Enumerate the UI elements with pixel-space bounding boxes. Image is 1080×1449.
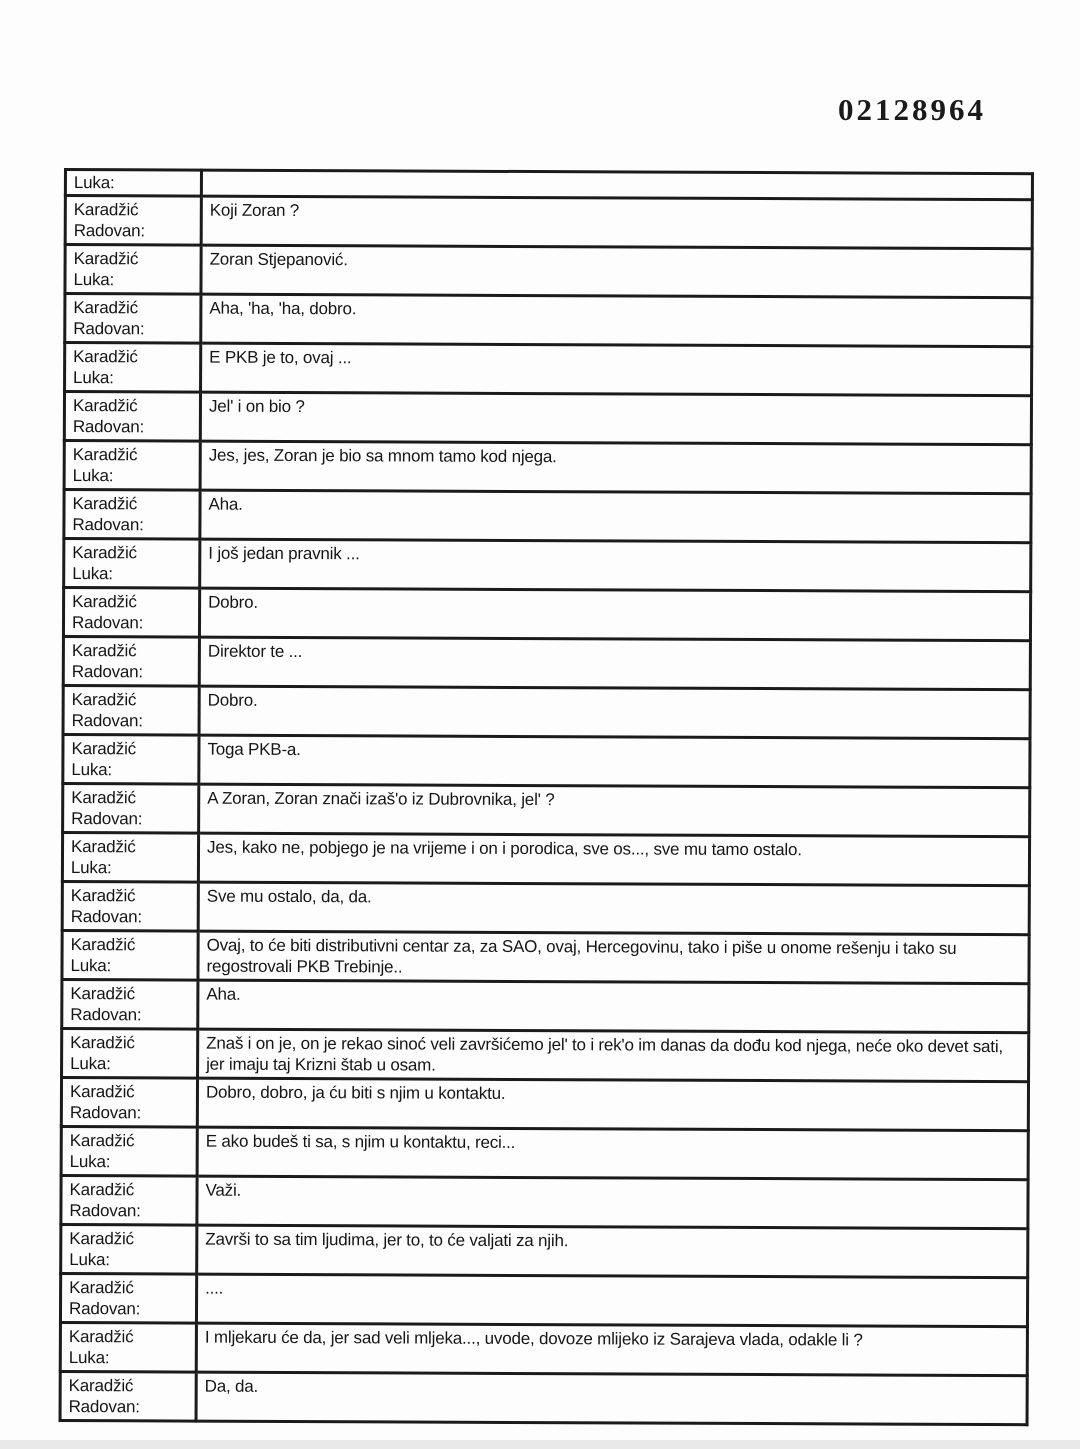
utterance-text: Ovaj, to će biti distributivni centar za, za SAO, ovaj, Hercegovinu, tako i piše u onome rešenju i tako su regostrovali PKB Trebinje.. — [206, 935, 957, 977]
utterance-cell — [196, 1274, 1027, 1327]
speaker-firstname: Radovan: — [69, 1201, 141, 1221]
speaker-cell — [61, 1175, 197, 1225]
speaker-firstname: Radovan: — [72, 417, 145, 437]
speaker-cell — [63, 588, 199, 638]
speaker-cell — [64, 441, 200, 491]
utterance-text: Koji Zoran ? — [209, 200, 300, 221]
utterance-text: Važi. — [205, 1180, 242, 1200]
speaker-cell — [62, 833, 198, 883]
transcript-row — [62, 930, 1029, 983]
utterance-text: Jes, jes, Zoran je bio sa mnom tamo kod njega. — [208, 445, 557, 467]
transcript-row — [63, 784, 1030, 837]
speaker-firstname: Luka: — [69, 1152, 111, 1172]
speaker-cell — [65, 294, 201, 344]
utterance-text: Jel' i on bio ? — [208, 396, 305, 417]
speaker-firstname: Luka: — [72, 564, 113, 584]
utterance-text: Direktor te ... — [207, 641, 303, 662]
speaker-surname: Karadžić — [72, 592, 137, 612]
speaker-firstname: Luka: — [70, 1054, 111, 1074]
speaker-cell — [60, 1322, 196, 1372]
speaker-surname: Karadžić — [70, 984, 135, 1004]
utterance-text: Završi to sa tim ljudima, jer to, to će valjati za njih. — [205, 1229, 569, 1251]
speaker-surname: Karadžić — [69, 1278, 134, 1298]
transcript-row — [60, 1371, 1027, 1424]
speaker-firstname: Luka: — [73, 368, 114, 388]
utterance-cell — [198, 931, 1029, 984]
transcript-row — [62, 1028, 1029, 1081]
transcript-table — [59, 168, 1034, 1426]
speaker-cell — [61, 1126, 197, 1176]
speaker-surname: Karadžić — [72, 494, 138, 514]
speaker-surname: Karadžić — [70, 837, 136, 857]
speaker-firstname: Radovan: — [71, 711, 143, 731]
transcript-row — [62, 881, 1029, 934]
utterance-text: Zoran Stjepanović. — [209, 249, 348, 270]
utterance-text: Jes, kako ne, pobjego je na vrijeme i on i porodica, sve os..., sve mu tamo ostalo. — [206, 837, 802, 860]
speaker-surname: Karadžić — [68, 1327, 134, 1347]
speaker-cell — [60, 1371, 196, 1421]
speaker-firstname: Luka: — [72, 466, 114, 486]
speaker-surname: Karadžić — [68, 1376, 134, 1396]
speaker-firstname: Radovan: — [73, 319, 145, 339]
speaker-cell — [64, 490, 200, 540]
transcript-row — [61, 1126, 1028, 1179]
utterance-cell — [198, 980, 1029, 1033]
speaker-cell — [63, 735, 199, 785]
transcript-row — [65, 343, 1032, 396]
transcript-row — [63, 588, 1030, 641]
speaker-cell — [61, 1077, 197, 1127]
transcript-row — [65, 245, 1032, 298]
utterance-text: Znaš i on je, on je rekao sinoć veli završićemo jel' to i rek'o im danas da dođu kod njega, neće oko devet sati, jer imaju taj Krizni štab u osam. — [206, 1033, 1003, 1075]
speaker-cell — [64, 539, 200, 589]
utterance-cell — [198, 833, 1029, 886]
speaker-surname: Karadžić — [69, 1082, 135, 1102]
speaker-firstname: Radovan: — [70, 907, 142, 927]
utterance-cell — [197, 1127, 1028, 1180]
speaker-surname: Karadžić — [70, 886, 136, 906]
speaker-firstname: Radovan: — [68, 1397, 140, 1417]
transcript-row — [64, 441, 1031, 494]
speaker-firstname: Radovan: — [72, 515, 144, 535]
speaker-surname: Karadžić — [69, 1180, 135, 1200]
speaker-cell — [65, 245, 201, 295]
speaker-name: Luka: — [73, 173, 115, 193]
utterance-text: E PKB je to, ovaj ... — [209, 347, 352, 368]
transcript-row — [61, 1077, 1028, 1130]
utterance-cell — [199, 686, 1030, 739]
speaker-cell — [62, 930, 198, 980]
utterance-text: A Zoran, Zoran znači izaš'o iz Dubrovnika, jel' ? — [207, 788, 555, 810]
speaker-surname: Karadžić — [73, 298, 138, 318]
scan-bottom-edge — [0, 1440, 1080, 1449]
transcript-row — [65, 196, 1032, 249]
speaker-firstname: Radovan: — [70, 1005, 142, 1025]
utterance-cell — [201, 245, 1032, 298]
utterance-cell — [200, 392, 1031, 445]
speaker-surname: Karadžić — [72, 396, 138, 416]
speaker-surname: Karadžić — [69, 1131, 135, 1151]
speaker-firstname: Luka: — [70, 858, 112, 878]
speaker-cell — [62, 1028, 198, 1078]
utterance-cell — [198, 1029, 1029, 1082]
speaker-firstname: Radovan: — [71, 662, 144, 682]
utterance-cell — [201, 294, 1032, 347]
transcript-row — [60, 1273, 1027, 1326]
transcript-row — [64, 392, 1031, 445]
utterance-text: Sve mu ostalo, da, da. — [206, 886, 372, 907]
speaker-surname: Karadžić — [73, 347, 138, 367]
speaker-cell — [63, 784, 199, 834]
speaker-cell — [63, 637, 199, 687]
transcript-row — [63, 686, 1030, 739]
speaker-firstname: Radovan: — [71, 613, 144, 633]
utterance-text: Da, da. — [204, 1376, 259, 1396]
transcript-row — [62, 979, 1029, 1032]
utterance-cell — [199, 784, 1030, 837]
utterance-cell — [196, 1323, 1027, 1376]
speaker-cell — [62, 881, 198, 931]
speaker-firstname: Luka: — [68, 1348, 110, 1368]
utterance-cell — [197, 1078, 1028, 1131]
utterance-cell — [199, 735, 1030, 788]
transcript-row — [61, 1175, 1028, 1228]
transcript-row — [62, 833, 1029, 886]
utterance-text: Toga PKB-a. — [207, 739, 301, 760]
utterance-text: Dobro, dobro, ja ću biti s njim u kontaktu. — [205, 1082, 506, 1103]
utterance-text: Dobro. — [207, 690, 258, 710]
speaker-firstname: Luka: — [73, 270, 115, 290]
speaker-firstname: Luka: — [71, 760, 113, 780]
speaker-firstname: Radovan: — [71, 809, 143, 829]
utterance-text: .... — [205, 1278, 224, 1298]
speaker-cell — [65, 343, 201, 393]
speaker-surname: Karadžić — [73, 249, 139, 269]
transcript-row — [65, 294, 1032, 347]
speaker-surname: Karadžić — [72, 445, 138, 465]
utterance-cell — [198, 882, 1029, 935]
utterance-cell — [199, 637, 1030, 690]
transcript-body — [60, 170, 1032, 1425]
speaker-firstname: Luka: — [70, 956, 112, 976]
speaker-cell — [64, 392, 200, 442]
speaker-surname: Karadžić — [70, 935, 136, 955]
speaker-cell — [65, 170, 201, 197]
document-number: 02128964 — [838, 92, 986, 127]
utterance-text: Aha. — [206, 984, 241, 1004]
speaker-firstname: Luka: — [69, 1250, 110, 1270]
speaker-surname: Karadžić — [71, 641, 137, 661]
utterance-text: I još jedan pravnik ... — [208, 543, 360, 564]
transcript-row — [63, 637, 1030, 690]
utterance-cell — [200, 490, 1031, 543]
speaker-firstname: Radovan: — [73, 221, 145, 241]
transcript-row — [61, 1224, 1028, 1277]
speaker-surname: Karadžić — [71, 788, 136, 808]
speaker-surname: Karadžić — [72, 543, 137, 563]
utterance-cell — [201, 196, 1032, 249]
utterance-cell — [199, 588, 1030, 641]
utterance-cell — [201, 170, 1032, 200]
speaker-cell — [65, 196, 201, 246]
utterance-text: Dobro. — [208, 592, 258, 612]
utterance-cell — [200, 441, 1031, 494]
utterance-cell — [197, 1225, 1028, 1278]
utterance-cell — [200, 539, 1031, 592]
transcript-row — [63, 735, 1030, 788]
utterance-cell — [196, 1372, 1027, 1425]
speaker-cell — [61, 1224, 197, 1274]
speaker-cell — [62, 979, 198, 1029]
utterance-cell — [197, 1176, 1028, 1229]
utterance-text: I mljekaru će da, jer sad veli mljeka..., uvode, dovoze mlijeko iz Sarajeva vlada, odakle li ? — [204, 1327, 863, 1350]
speaker-surname: Karadžić — [70, 1033, 135, 1053]
speaker-cell — [60, 1273, 196, 1323]
speaker-firstname: Radovan: — [69, 1103, 142, 1123]
speaker-surname: Karadžić — [69, 1229, 134, 1249]
speaker-surname: Karadžić — [71, 739, 137, 759]
speaker-surname: Karadžić — [71, 690, 137, 710]
transcript-row — [64, 490, 1031, 543]
speaker-firstname: Radovan: — [68, 1299, 141, 1319]
speaker-surname: Karadžić — [73, 200, 139, 220]
utterance-text: Aha, 'ha, 'ha, dobro. — [209, 298, 357, 319]
transcript-row — [60, 1322, 1027, 1375]
transcript-row — [64, 539, 1031, 592]
utterance-text: E ako budeš ti sa, s njim u kontaktu, reci... — [205, 1131, 516, 1152]
utterance-text: Aha. — [208, 494, 243, 514]
utterance-cell — [201, 343, 1032, 396]
speaker-cell — [63, 686, 199, 736]
